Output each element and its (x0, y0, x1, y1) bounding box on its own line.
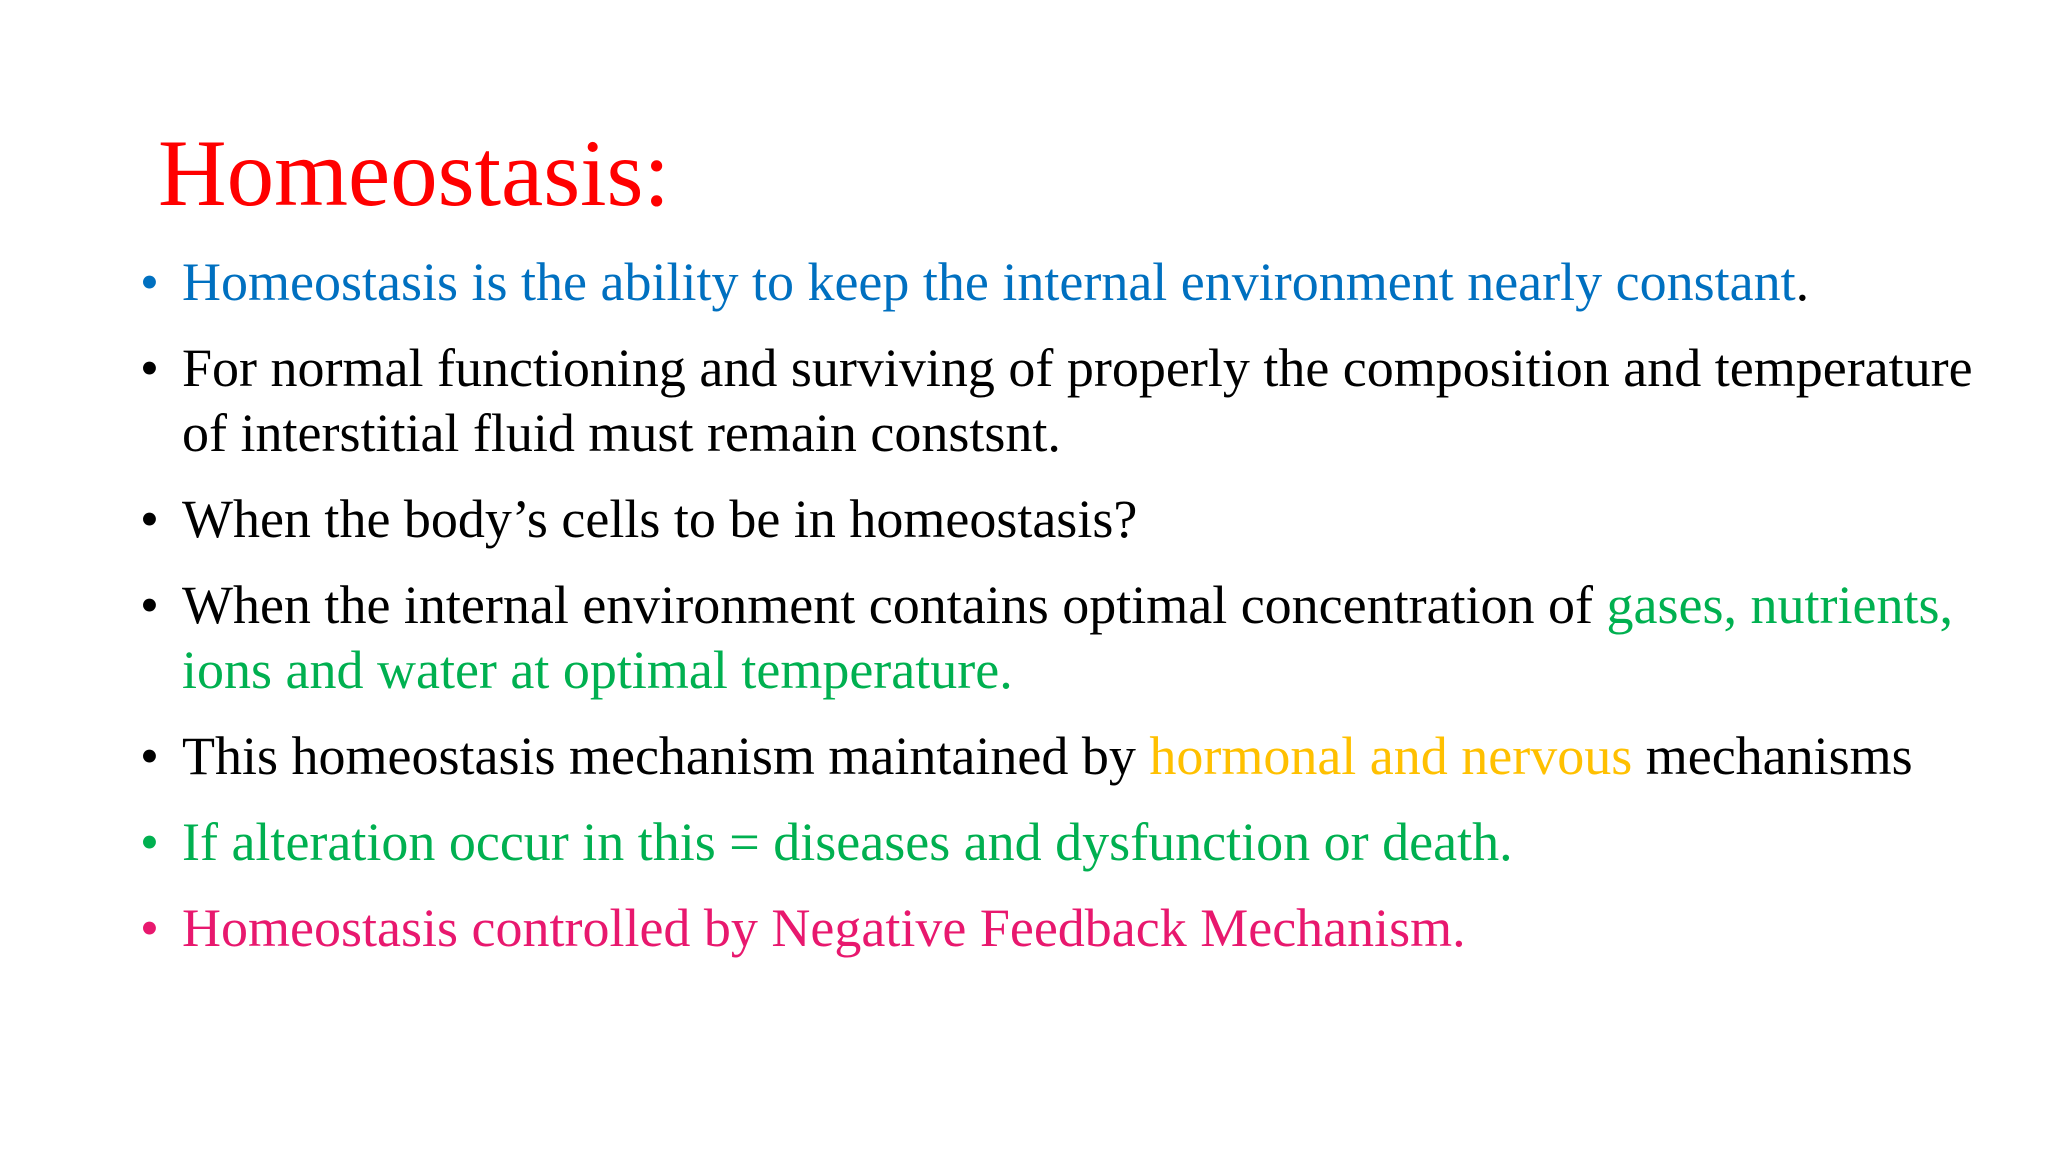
bullet-dot: • (140, 575, 159, 635)
bullet-text: When the body’s cells to be in homeostasis? (182, 489, 1138, 549)
bullet-text: When the internal environment contains optimal concentration of (182, 575, 1607, 635)
bullet-item (140, 336, 2020, 466)
bullet-text-highlight: hormonal and nervous (1149, 726, 1633, 786)
bullet-dot: • (140, 489, 159, 549)
bullet-text: . (1795, 252, 1810, 312)
bullet-item (140, 250, 2020, 315)
bullet-item (140, 810, 2020, 875)
bullet-item (140, 896, 2020, 961)
bullet-item (140, 724, 2020, 789)
bullet-item (140, 573, 2020, 703)
bullet-list (140, 250, 2020, 982)
bullet-text: Homeostasis is the ability to keep the internal environment nearly constant (182, 252, 1796, 312)
bullet-dot: • (140, 338, 159, 398)
bullet-text: For normal functioning and surviving of properly the composition and temperature of interstitial fluid must remain constsnt. (182, 338, 1973, 463)
bullet-dot: • (140, 252, 159, 312)
bullet-text: If alteration occur in this = diseases and dysfunction or death. (182, 812, 1513, 872)
bullet-text: mechanisms (1632, 726, 1913, 786)
bullet-dot: • (140, 898, 159, 958)
bullet-text-highlight: gases, nutrients, ions and water at optimal temperature. (182, 575, 1953, 700)
bullet-text: This homeostasis mechanism maintained by (182, 726, 1150, 786)
bullet-dot: • (140, 726, 159, 786)
bullet-text: Homeostasis controlled by Negative Feedback Mechanism. (182, 898, 1466, 958)
bullet-dot: • (140, 812, 159, 872)
slide-title: Homeostasis: (158, 120, 670, 226)
bullet-item (140, 487, 2020, 552)
